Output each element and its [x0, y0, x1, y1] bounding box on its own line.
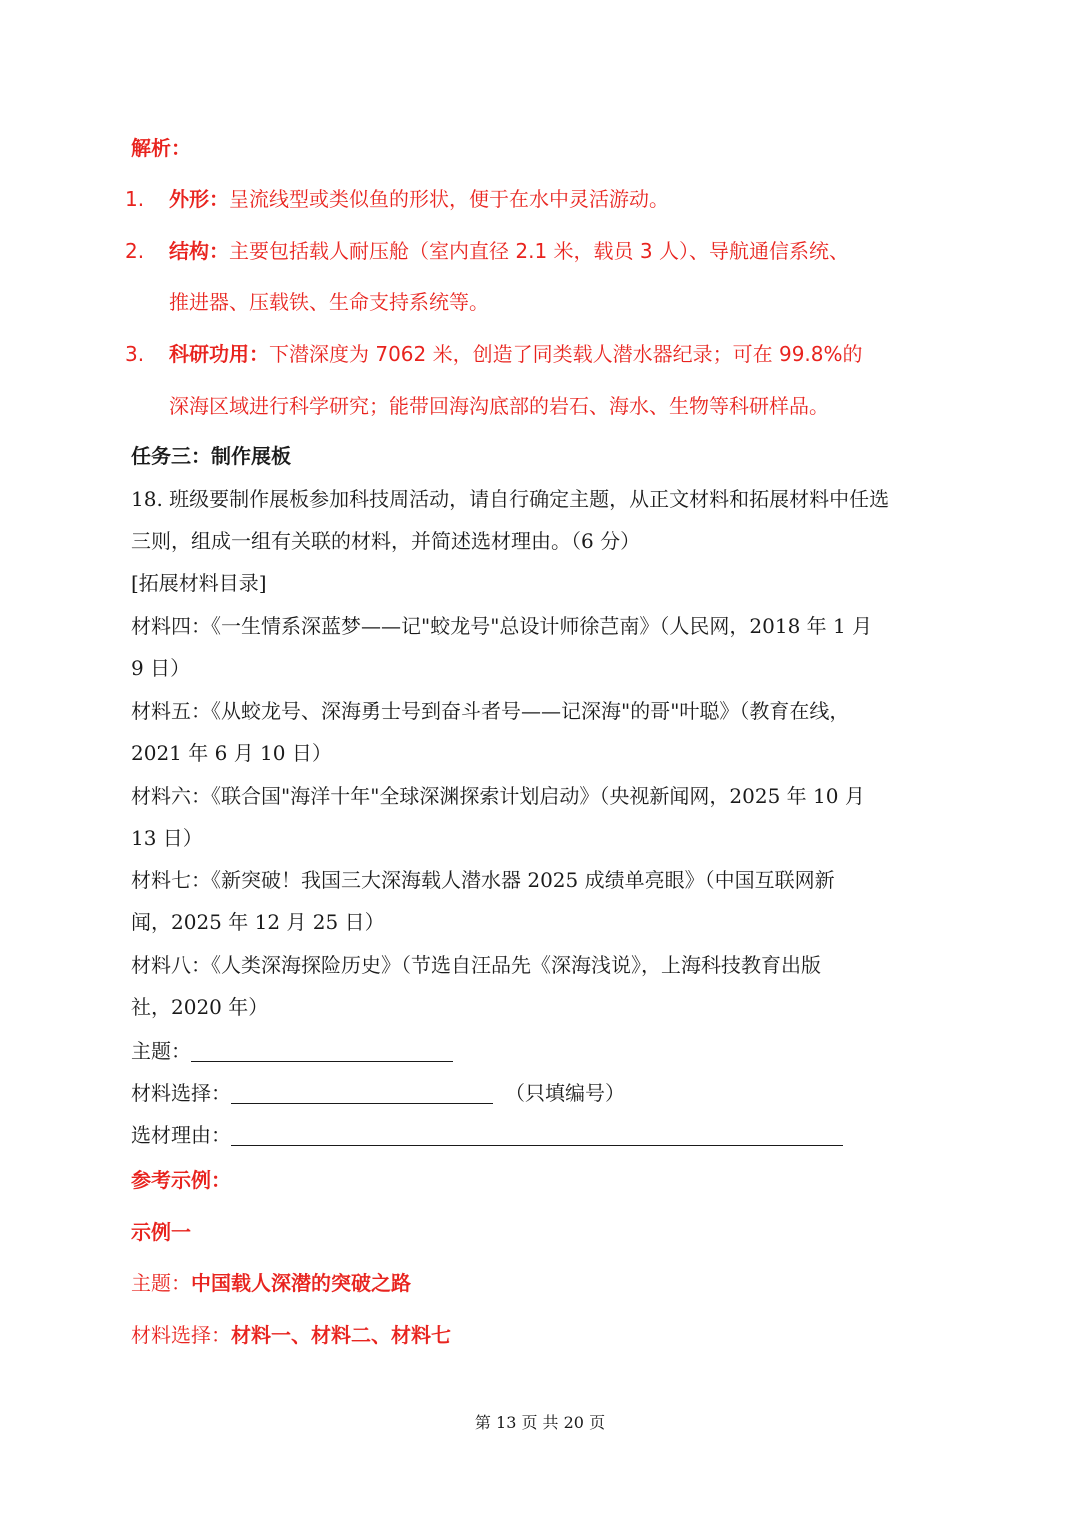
item-label: 结构：	[169, 239, 229, 263]
item-number: 1.	[125, 187, 145, 211]
page-footer: 第 13 页 共 20 页	[474, 1413, 606, 1432]
theme-fill-row	[131, 1036, 453, 1066]
analysis-item-3-continued: 深海区域进行科学研究；能带回海沟底部的岩石、海水、生物等科研样品。	[169, 394, 829, 418]
material-fill-note: （只填编号）	[505, 1081, 625, 1105]
material-7-line-2: 闻，2025 年 12 月 25 日）	[131, 910, 385, 934]
material-4-line-1: 材料四：《一生情系深蓝梦——记"蛟龙号"总设计师徐芑南》（人民网，2018 年 1 月	[131, 614, 873, 638]
material-7-line-1: 材料七：《新突破！我国三大深海载人潜水器 2025 成绩单亮眼》（中国互联网新	[131, 868, 835, 892]
analysis-item-3	[125, 339, 863, 369]
reason-blank-line[interactable]	[231, 1123, 843, 1146]
material-fill-row	[131, 1078, 625, 1108]
analysis-item-1	[125, 184, 669, 214]
theme-fill-label: 主题：	[131, 1039, 191, 1063]
item-text: 下潜深度为 7062 米，创造了同类载人潜水器纪录；可在 99.8%的	[269, 342, 863, 366]
task-heading: 任务三：制作展板	[131, 444, 291, 468]
material-blank-line[interactable]	[231, 1081, 493, 1104]
item-label: 外形：	[169, 187, 229, 211]
example-theme-value: 中国载人深潜的突破之路	[191, 1271, 411, 1295]
example-material-label: 材料选择：	[131, 1323, 231, 1347]
analysis-item-2-continued: 推进器、压载铁、生命支持系统等。	[169, 290, 489, 314]
example-theme-row	[131, 1268, 411, 1298]
item-label: 科研功用：	[169, 342, 269, 366]
example-theme-label: 主题：	[131, 1271, 191, 1295]
question-line-2: 三则，组成一组有关联的材料，并简述选材理由。（6 分）	[131, 529, 641, 553]
material-6-line-2: 13 日）	[131, 826, 203, 850]
reason-fill-label: 选材理由：	[131, 1123, 231, 1147]
material-5-line-2: 2021 年 6 月 10 日）	[131, 741, 332, 765]
material-8-line-1: 材料八：《人类深海探险历史》（节选自汪品先《深海浅说》，上海科技教育出版	[131, 953, 821, 977]
analysis-heading: 解析：	[131, 136, 191, 160]
item-text: 主要包括载人耐压舱（室内直径 2.1 米，载员 3 人）、导航通信系统、	[229, 239, 849, 263]
reason-fill-row	[131, 1120, 843, 1150]
example-title: 示例一	[131, 1220, 191, 1244]
material-5-line-1: 材料五：《从蛟龙号、深海勇士号到奋斗者号——记深海"的哥"叶聪》（教育在线，	[131, 699, 850, 723]
example-material-value: 材料一、材料二、材料七	[231, 1323, 451, 1347]
theme-blank-line[interactable]	[191, 1039, 453, 1062]
item-number: 3.	[125, 342, 145, 366]
question-line-1: 18. 班级要制作展板参加科技周活动，请自行确定主题，从正文材料和拓展材料中任选	[131, 487, 890, 511]
item-number: 2.	[125, 239, 145, 263]
reference-heading: 参考示例：	[131, 1168, 231, 1192]
example-material-row	[131, 1320, 451, 1350]
analysis-item-2	[125, 236, 849, 266]
material-6-line-1: 材料六：《联合国"海洋十年"全球深渊探索计划启动》（央视新闻网，2025 年 10 月	[131, 784, 865, 808]
catalog-title: [拓展材料目录]	[131, 571, 267, 595]
material-4-line-2: 9 日）	[131, 656, 191, 680]
material-fill-label: 材料选择：	[131, 1081, 231, 1105]
item-text: 呈流线型或类似鱼的形状，便于在水中灵活游动。	[229, 187, 669, 211]
material-8-line-2: 社，2020 年）	[131, 995, 269, 1019]
